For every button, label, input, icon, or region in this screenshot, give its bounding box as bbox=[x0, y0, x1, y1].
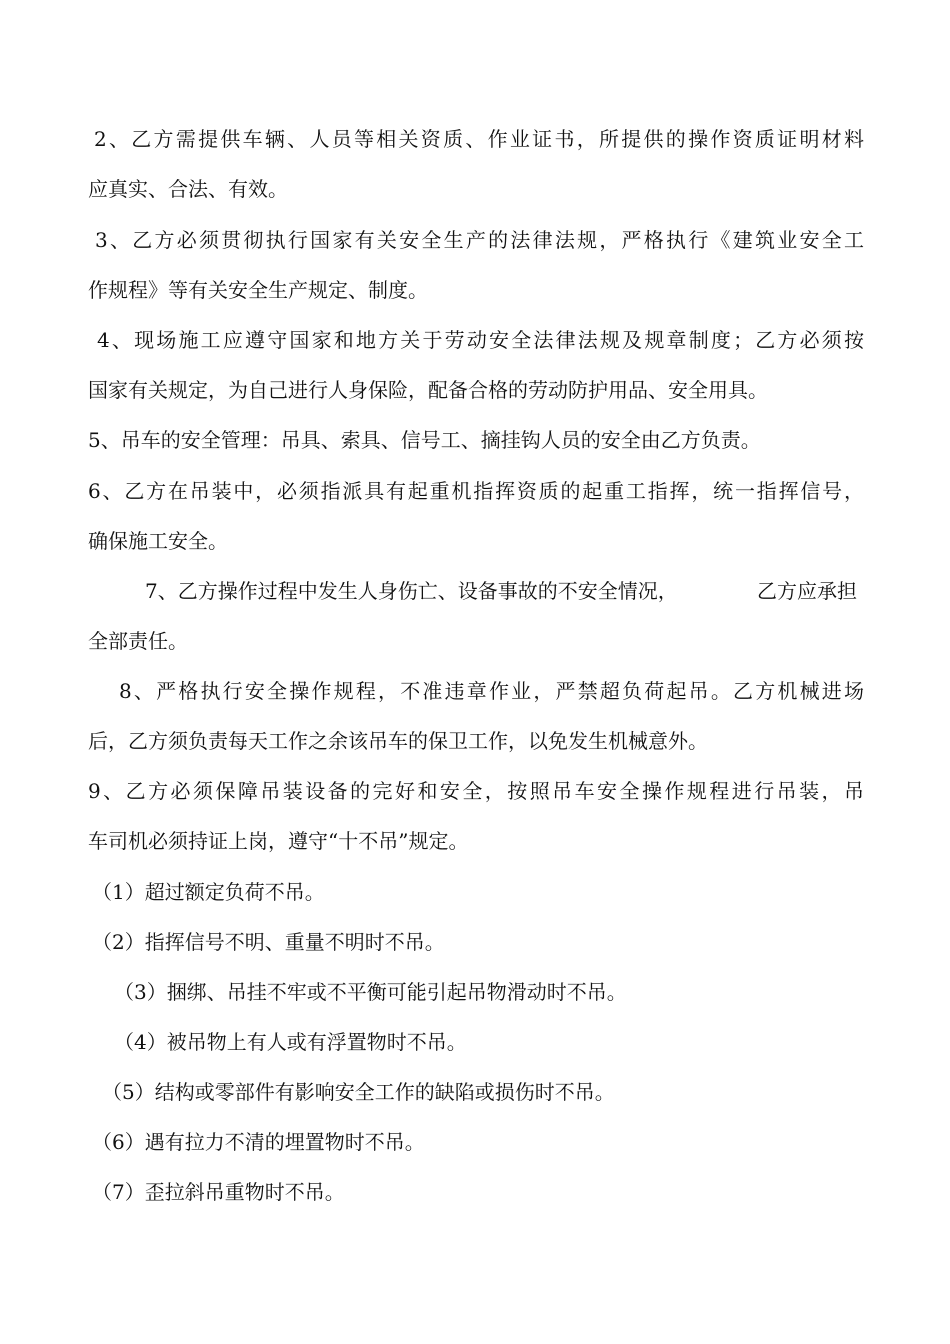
rule-7: （7）歪拉斜吊重物时不吊。 bbox=[92, 1180, 345, 1204]
rule-6: （6）遇有拉力不清的埋置物时不吊。 bbox=[92, 1130, 425, 1154]
clause-3-line-2: 作规程》等有关安全生产规定、制度。 bbox=[88, 278, 428, 302]
clause-4-line-2: 国家有关规定，为自己进行人身保险，配备合格的劳动防护用品、安全用具。 bbox=[88, 378, 768, 402]
rule-5: （5）结构或零部件有影响安全工作的缺陷或损伤时不吊。 bbox=[102, 1080, 615, 1104]
clause-4-line-1: 4、现场施工应遵守国家和地方关于劳动安全法律法规及规章制度；乙方必须按 bbox=[97, 328, 864, 352]
clause-6-line-2: 确保施工安全。 bbox=[88, 529, 228, 553]
clause-3-line-1: 3、乙方必须贯彻执行国家有关安全生产的法律法规，严格执行《建筑业安全工 bbox=[95, 228, 864, 252]
rule-4: （4）被吊物上有人或有浮置物时不吊。 bbox=[114, 1030, 467, 1054]
clause-9-line-1: 9、乙方必须保障吊装设备的完好和安全，按照吊车安全操作规程进行吊装，吊 bbox=[88, 779, 864, 803]
clause-7-line-1b: 乙方应承担 bbox=[757, 579, 857, 603]
clause-7-line-2: 全部责任。 bbox=[88, 629, 188, 653]
rule-3: （3）捆绑、吊挂不牢或不平衡可能引起吊物滑动时不吊。 bbox=[114, 980, 627, 1004]
clause-8-line-1: 8、严格执行安全操作规程，不准违章作业，严禁超负荷起吊。乙方机械进场 bbox=[119, 679, 864, 703]
clause-6-line-1: 6、乙方在吊装中，必须指派具有起重机指挥资质的起重工指挥，统一指挥信号， bbox=[88, 479, 864, 503]
clause-2-line-1: 2、乙方需提供车辆、人员等相关资质、作业证书，所提供的操作资质证明材料 bbox=[94, 127, 864, 151]
clause-7-line-1a: 7、乙方操作过程中发生人身伤亡、设备事故的不安全情况， bbox=[145, 579, 678, 603]
rule-2: （2）指挥信号不明、重量不明时不吊。 bbox=[92, 930, 445, 954]
clause-2-line-2: 应真实、合法、有效。 bbox=[88, 177, 288, 201]
rule-1: （1）超过额定负荷不吊。 bbox=[92, 880, 325, 904]
clause-9-line-2: 车司机必须持证上岗，遵守“十不吊”规定。 bbox=[88, 829, 469, 853]
clause-8-line-2: 后，乙方须负责每天工作之余该吊车的保卫工作，以免发生机械意外。 bbox=[88, 729, 708, 753]
clause-5-line: 5、吊车的安全管理：吊具、索具、信号工、摘挂钩人员的安全由乙方负责。 bbox=[88, 428, 761, 452]
